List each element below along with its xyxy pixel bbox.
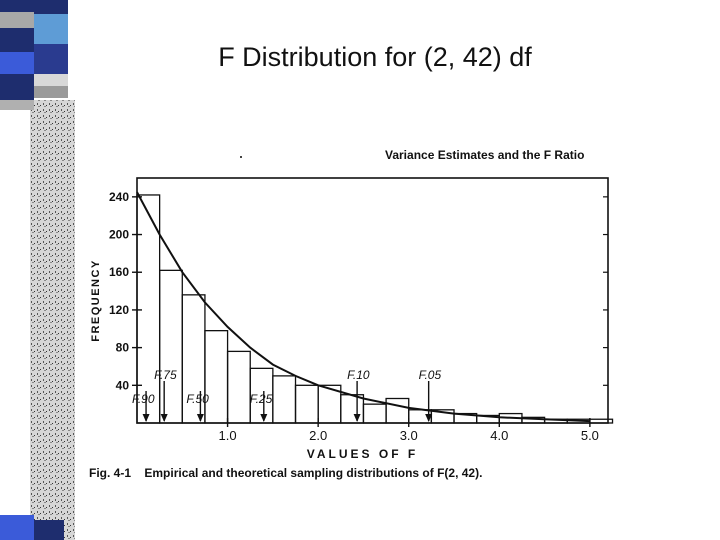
x-tick-label: 2.0 <box>309 428 328 443</box>
y-axis <box>109 190 608 392</box>
figure-header: Variance Estimates and the F Ratio <box>385 148 585 162</box>
y-tick-label: 240 <box>108 189 129 204</box>
histogram-bar <box>363 404 386 423</box>
histogram-bar <box>205 331 228 423</box>
figure-number: Fig. 4-1 <box>89 466 132 480</box>
x-tick-label: 3.0 <box>399 428 418 443</box>
annotation-arrow-head <box>260 414 267 422</box>
y-tick-label: 40 <box>115 378 129 393</box>
annotation-arrow-head <box>143 414 150 422</box>
y-tick-label: 80 <box>115 340 129 355</box>
y-tick-label: 120 <box>108 302 129 317</box>
annotation-arrow-head <box>197 414 204 422</box>
histogram-bar <box>590 419 613 423</box>
figure-scan <box>75 140 635 490</box>
decorative-strip-graphic <box>0 0 75 540</box>
histogram-bar <box>273 376 296 423</box>
y-axis-label: FREQUENCY <box>90 259 102 342</box>
figure-caption-text: Empirical and theoretical sampling distributions of F(2, 42). <box>144 466 483 480</box>
annotation-label: F.50 <box>186 392 209 406</box>
histogram-bars <box>137 195 613 423</box>
slide-edge-decoration <box>0 0 75 540</box>
f-distribution-chart <box>75 140 635 460</box>
annotation-label: F.75 <box>154 368 177 382</box>
x-tick-label: 1.0 <box>218 428 237 443</box>
x-tick-label: 5.0 <box>580 428 599 443</box>
histogram-bar <box>341 395 364 423</box>
histogram-bar <box>160 270 183 423</box>
annotation-label: F.25 <box>249 392 273 406</box>
y-tick-label: 200 <box>108 227 129 242</box>
x-axis-label: VALUES OF F <box>306 447 419 460</box>
annotation-label: F.10 <box>347 368 370 382</box>
histogram-bar <box>296 385 319 423</box>
annotation-arrow-head <box>354 414 361 422</box>
annotation-arrow-head <box>161 414 168 422</box>
histogram-bar <box>386 399 409 424</box>
plot-frame <box>137 178 608 423</box>
slide-title: F Distribution for (2, 42) df <box>218 42 532 72</box>
annotation-label: F.90 <box>132 392 155 406</box>
y-tick-label: 160 <box>108 265 129 280</box>
annotation-label: F.05 <box>418 368 442 382</box>
x-tick-label: 4.0 <box>490 428 509 443</box>
histogram-bar <box>228 351 251 423</box>
figure-caption <box>89 466 482 480</box>
